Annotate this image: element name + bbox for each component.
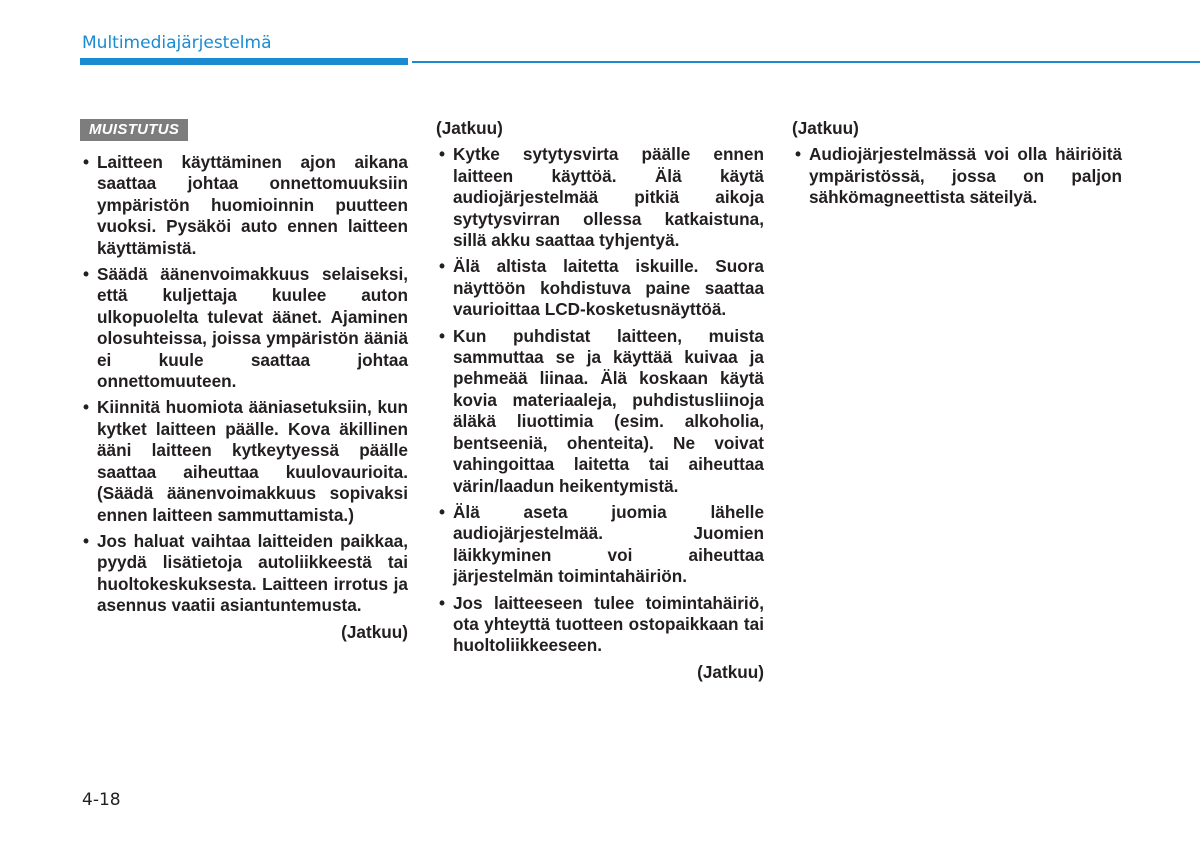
column-3 xyxy=(792,118,1122,214)
continued-label: (Jatkuu) xyxy=(697,661,764,682)
notice-list xyxy=(792,144,1122,208)
continued-label: (Jatkuu) xyxy=(341,621,408,642)
list-item: • Älä aseta juomia lähelle audiojärjestelmää. Juomien läikkyminen voi aiheuttaa järjestelmän toimintahäiriön. xyxy=(436,502,764,588)
list-item: • Jos haluat vaihtaa laitteiden paikkaa, pyydä lisätietoja autoliikkeestä tai huoltokeskuksesta. Laitteen irrotus ja asennus vaatii asiantuntemusta. xyxy=(80,531,408,617)
list-item: • Laitteen käyttäminen ajon aikana saattaa johtaa onnettomuuksiin ympäristön huomioinnin puutteen vuoksi. Pysäköi auto ennen laitteen käyttämistä. xyxy=(80,152,408,259)
continued-label: (Jatkuu) xyxy=(436,118,503,138)
page-number: 4-18 xyxy=(82,790,121,810)
list-item: • Audiojärjestelmässä voi olla häiriöitä ympäristössä, jossa on paljon sähkömagneettista säteilyä. xyxy=(792,144,1122,208)
section-title: Multimediajärjestelmä xyxy=(82,33,272,53)
notice-badge: MUISTUTUS xyxy=(80,119,188,141)
column-1 xyxy=(80,118,408,643)
list-item: • Säädä äänenvoimakkuus selaiseksi, että kuljettaja kuulee auton ulkopuolelta tulevat äänet. Ajaminen olosuhteissa, joissa ympäristön ääniä ei kuule saattaa johtaa onnettomuuteen. xyxy=(80,264,408,392)
column-2 xyxy=(436,118,764,683)
notice-list xyxy=(436,144,764,656)
notice-list xyxy=(80,152,408,617)
list-item: • Älä altista laitetta iskuille. Suora näyttöön kohdistuva paine saattaa vaurioittaa LCD-kosketusnäyttöä. xyxy=(436,256,764,320)
header-rule-thin xyxy=(412,61,1200,63)
header-rule-thick xyxy=(80,58,408,65)
list-item: • Jos laitteeseen tulee toimintahäiriö, ota yhteyttä tuotteen ostopaikkaan tai huoltoliikkeeseen. xyxy=(436,593,764,657)
list-item: • Kiinnitä huomiota ääniasetuksiin, kun kytket laitteen päälle. Kova äkillinen ääni laitteen kytkeytyessä päälle saattaa aiheuttaa kuulovaurioita. (Säädä äänenvoimakkuus sopivaksi ennen laitteen sammuttamista.) xyxy=(80,397,408,525)
list-item: • Kun puhdistat laitteen, muista sammuttaa se ja käyttää kuivaa ja pehmeää liinaa. Älä koskaan käytä kovia materiaaleja, puhdistusliinoja äläkä liuottimia (esim. alkoholia, bentseeniä, ohenteita). Ne voivat vahingoittaa laitetta tai aiheuttaa värin/laadun heikentymistä. xyxy=(436,326,764,497)
list-item: • Kytke sytytysvirta päälle ennen laitteen käyttöä. Älä käytä audiojärjestelmää pitkiä aikoja sytytysvirran ollessa katkaistuna, sillä akku saattaa tyhjentyä. xyxy=(436,144,764,251)
continued-label: (Jatkuu) xyxy=(792,118,859,138)
